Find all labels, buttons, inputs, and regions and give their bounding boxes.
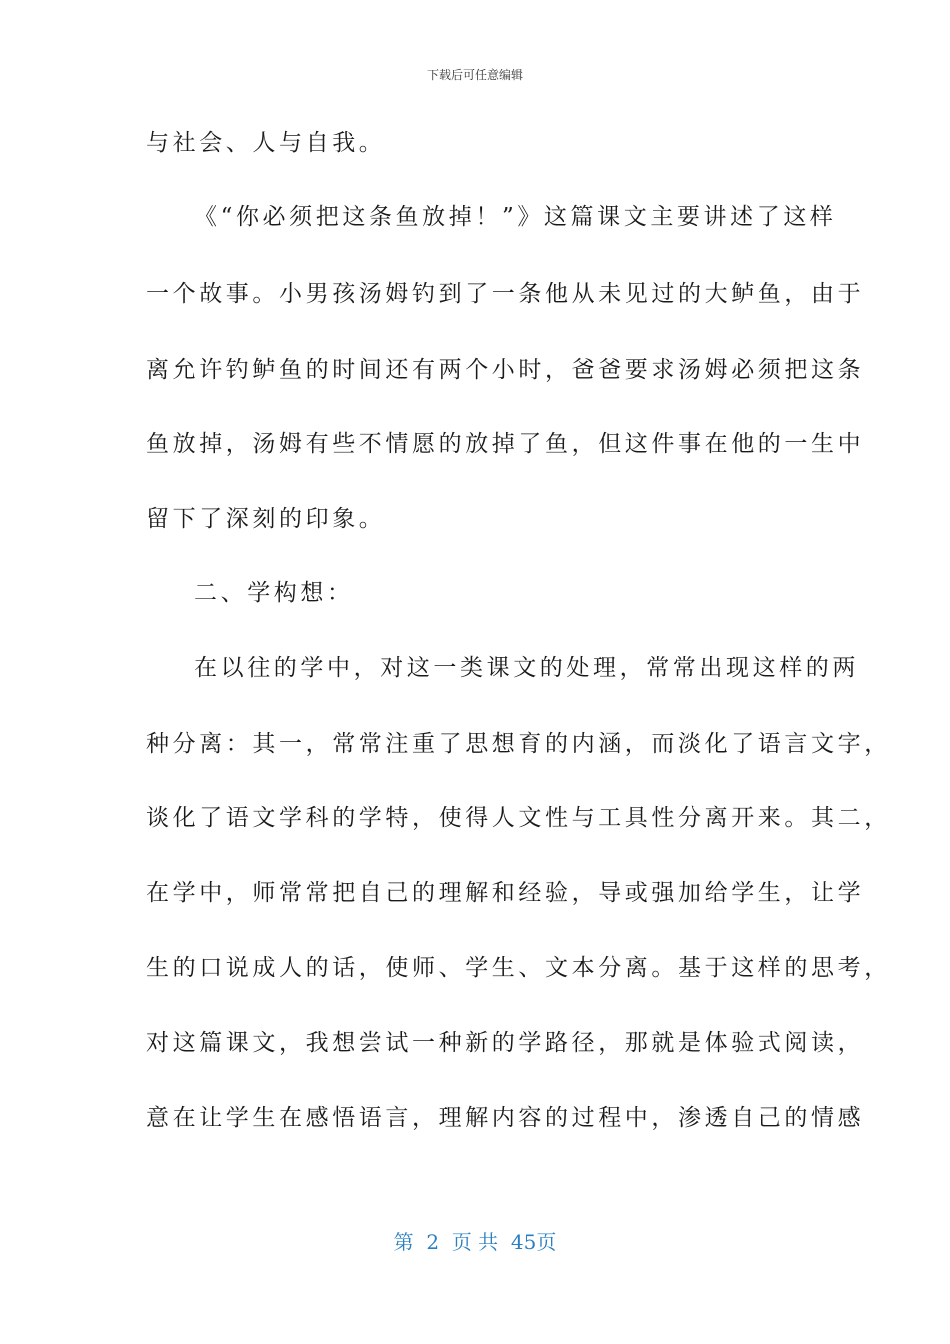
section-heading: 二、学构想： — [194, 580, 354, 606]
text-line-10: 谈化了语文学科的学特，使得人文性与工具性分离开来。其二， — [146, 805, 891, 831]
text-line-4: 离允许钓鲈鱼的时间还有两个小时，爸爸要求汤姆必须把这条 — [146, 357, 865, 383]
footer-middle: 页 共 — [451, 1230, 499, 1254]
text-line-13: 对这篇课文，我想尝试一种新的学路径，那就是体验式阅读， — [146, 1030, 865, 1056]
header-note: 下载后可任意编辑 — [426, 68, 523, 82]
text-line-14: 意在让学生在感悟语言，理解内容的过程中，渗透自己的情感 — [146, 1105, 865, 1131]
text-line-2: 《“你必须把这条鱼放掉！”》这篇课文主要讲述了这样 — [194, 204, 837, 230]
text-line-11: 在学中，师常常把自己的理解和经验，导或强加给学生，让学 — [146, 880, 865, 906]
text-line-3: 一个故事。小男孩汤姆钓到了一条他从未见过的大鲈鱼，由于 — [146, 281, 865, 307]
text-line-1: 与社会、人与自我。 — [146, 130, 386, 156]
text-line-5: 鱼放掉，汤姆有些不情愿的放掉了鱼，但这件事在他的一生中 — [146, 431, 865, 457]
text-line-9: 种分离：其一，常常注重了思想育的内涵，而淡化了语言文字， — [146, 731, 891, 757]
text-line-8: 在以往的学中，对这一类课文的处理，常常出现这样的两 — [194, 655, 859, 681]
text-line-6: 留下了深刻的印象。 — [146, 506, 386, 532]
footer-prefix: 第 — [393, 1230, 414, 1254]
text-line-12: 生的口说成人的话，使师、学生、文本分离。基于这样的思考， — [146, 955, 891, 981]
page-number-footer — [0, 1226, 950, 1255]
footer-current-page: 2 — [426, 1230, 440, 1254]
footer-total-pages: 45 — [510, 1230, 537, 1254]
footer-suffix: 页 — [536, 1230, 557, 1254]
